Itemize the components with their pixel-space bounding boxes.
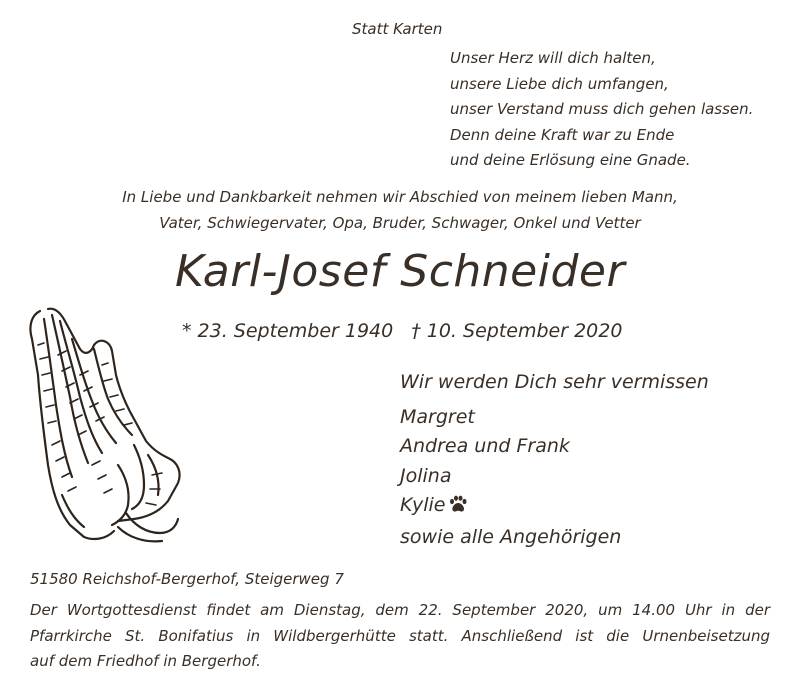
mourner-name: Andrea und Frank	[400, 435, 570, 457]
address: 51580 Reichshof-Bergerhof, Steigerweg 7	[30, 570, 344, 588]
service-line: auf dem Friedhof in Bergerhof.	[30, 652, 261, 670]
mourners-list	[400, 368, 709, 552]
mourner-name: Kylie	[400, 494, 446, 516]
mourner-name: Margret	[400, 405, 475, 428]
mourner-name: Jolina	[400, 464, 452, 487]
paw-print-icon	[448, 493, 468, 523]
poem-line: und deine Erlösung eine Gnade.	[450, 151, 691, 169]
death-date: † 10. September 2020	[411, 320, 623, 342]
mourner-name-with-paw	[400, 491, 709, 523]
poem	[450, 46, 753, 174]
praying-hands-icon	[22, 305, 187, 549]
service-line: Der Wortgottesdienst findet am Dienstag, dem 22. September 2020, um 14.00 Uhr in der	[30, 601, 770, 619]
poem-line: Denn deine Kraft war zu Ende	[450, 125, 675, 144]
mourner-name: sowie alle Angehörigen	[400, 525, 622, 548]
mourners-heading: Wir werden Dich sehr vermissen	[400, 371, 709, 393]
statt-karten-label: Statt Karten	[352, 20, 443, 38]
intro-line: In Liebe und Dankbarkeit nehmen wir Abschied von meinem lieben Mann,	[122, 188, 678, 206]
intro-text	[0, 184, 800, 236]
poem-line: unsere Liebe dich umfangen,	[450, 74, 669, 93]
poem-line: Unser Herz will dich halten,	[450, 49, 656, 67]
service-announcement	[30, 598, 770, 675]
life-dates	[182, 320, 622, 342]
poem-line: unser Verstand muss dich gehen lassen.	[450, 100, 754, 118]
service-line: Pfarrkirche St. Bonifatius in Wildbergerhütte statt. Anschließend ist die Urnenbeisetzung	[30, 626, 770, 645]
intro-line: Vater, Schwiegervater, Opa, Bruder, Schwager, Onkel und Vetter	[159, 214, 641, 232]
birth-date: * 23. September 1940	[182, 320, 394, 342]
deceased-name: Karl-Josef Schneider	[174, 246, 626, 297]
